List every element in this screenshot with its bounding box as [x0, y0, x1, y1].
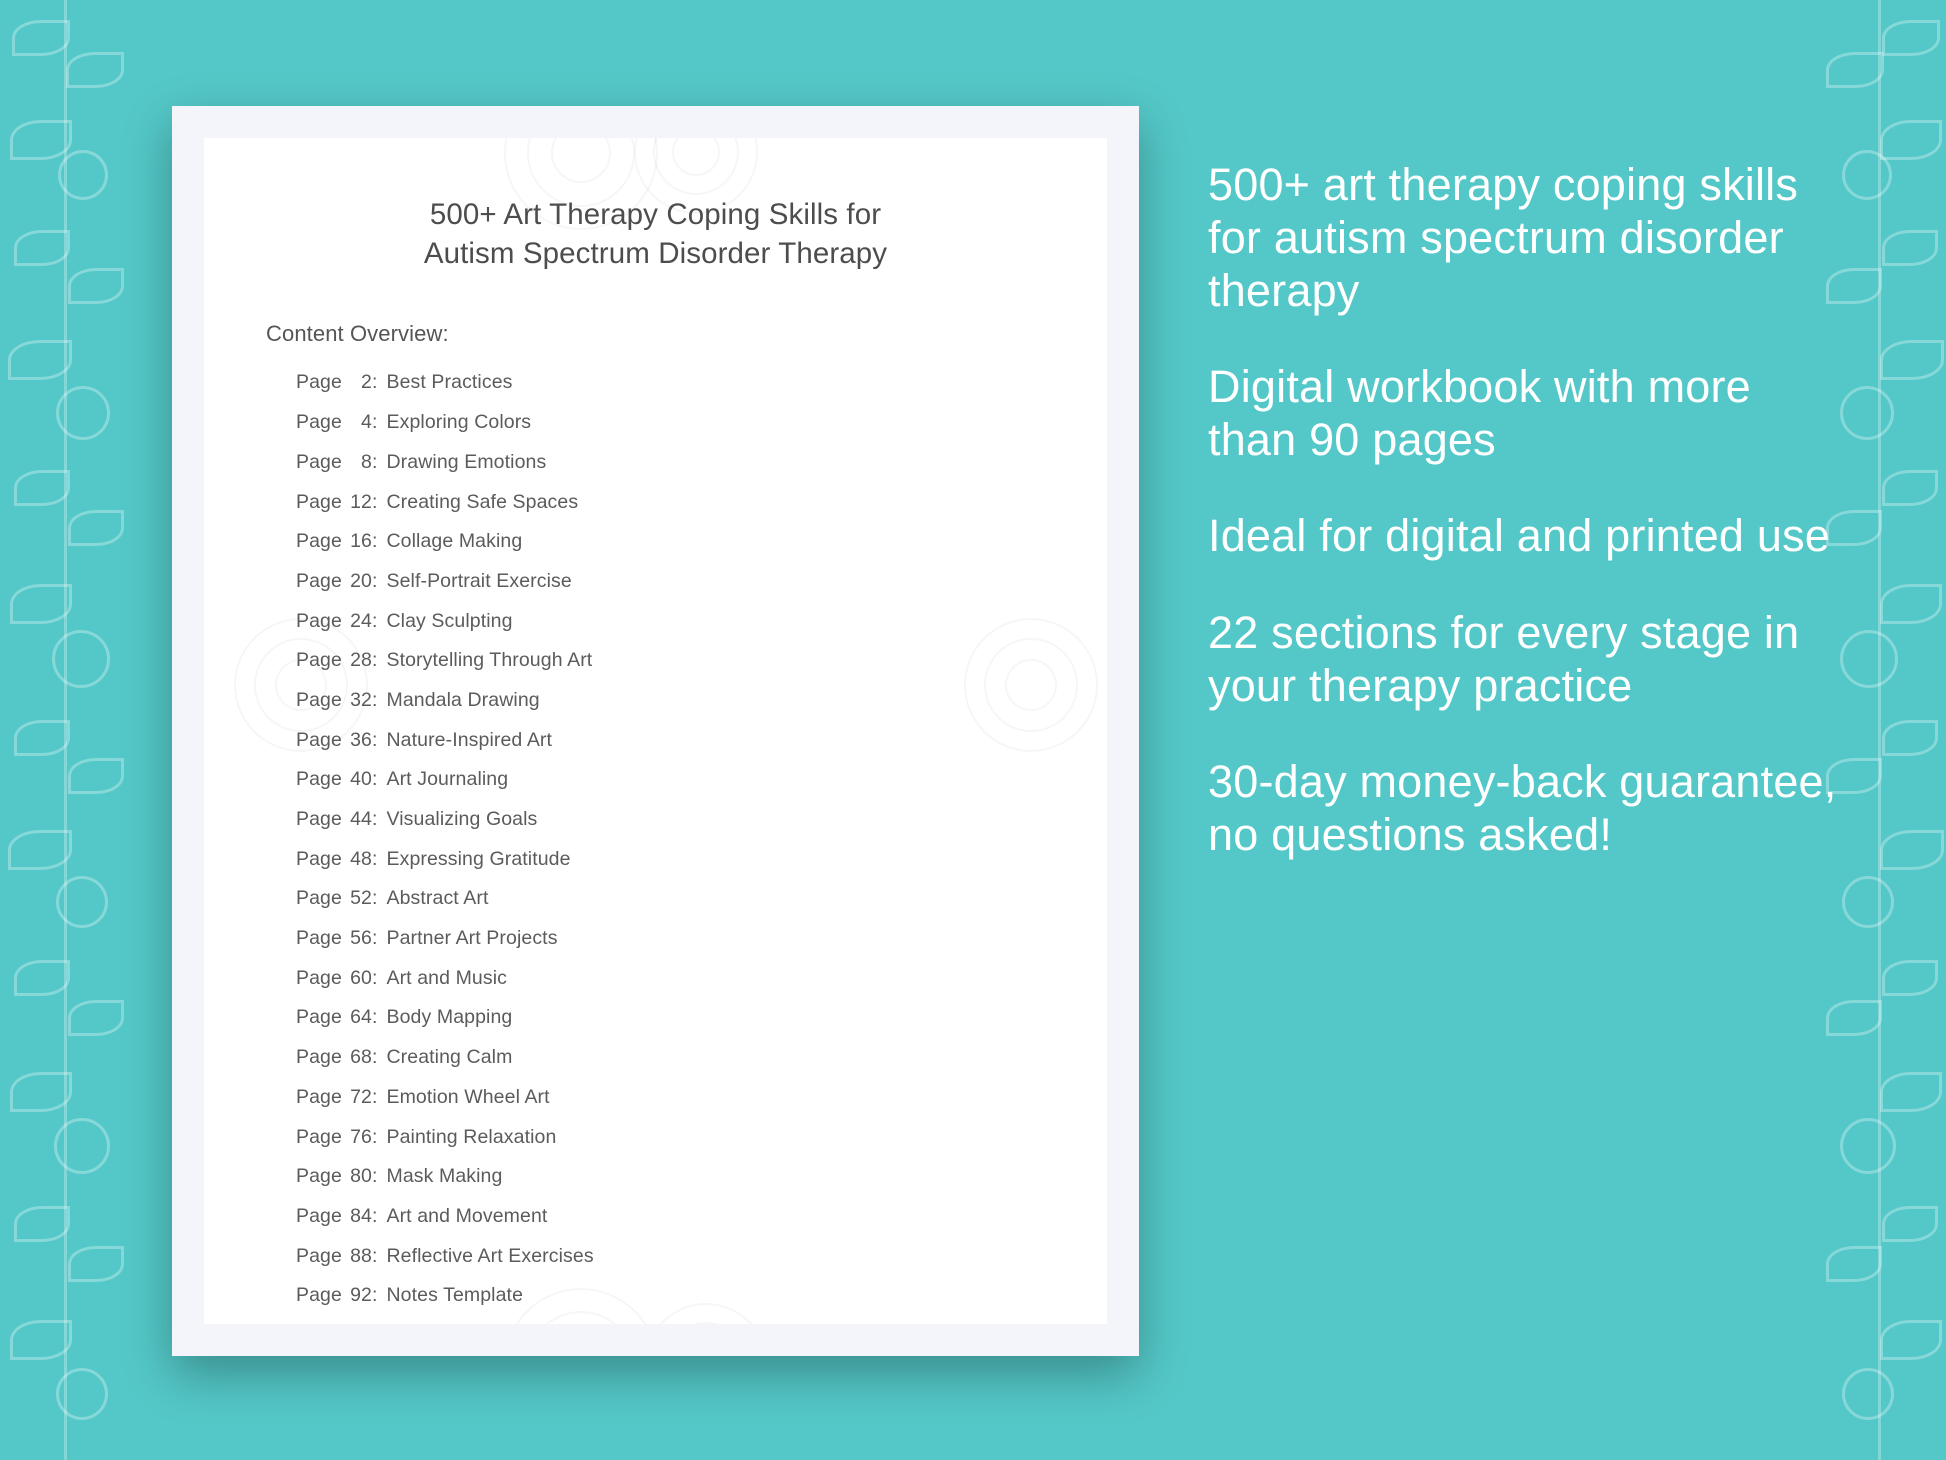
decorative-botanical-band-left: [0, 0, 150, 1460]
toc-entry: [296, 847, 1107, 870]
toc-separator: :: [371, 649, 378, 672]
toc-topic: Nature-Inspired Art: [386, 728, 553, 751]
toc-topic: Mask Making: [386, 1165, 503, 1188]
toc-page-word: Page: [296, 649, 342, 672]
blossom-shape: [58, 150, 108, 200]
toc-page-number: 88: [350, 1244, 372, 1267]
toc-page-number: 16: [350, 530, 372, 553]
toc-page-number: 36: [350, 728, 372, 751]
blossom-shape: [54, 1118, 110, 1174]
toc-separator: :: [371, 728, 378, 751]
leaf-shape: [14, 1206, 70, 1242]
toc-page-word: Page: [296, 728, 342, 751]
toc-topic: Expressing Gratitude: [386, 847, 571, 870]
toc-page-number: 68: [350, 1046, 372, 1069]
toc-separator: :: [371, 411, 378, 434]
toc-page-word: Page: [296, 1204, 342, 1227]
leaf-shape: [12, 20, 70, 56]
toc-page-word: Page: [296, 450, 342, 473]
leaf-shape: [1882, 720, 1938, 756]
toc-page-word: Page: [296, 1165, 342, 1188]
toc-entry: [296, 966, 1107, 989]
toc-page-word: Page: [296, 887, 342, 910]
toc-page-word: Page: [296, 609, 342, 632]
toc-separator: :: [371, 1244, 378, 1267]
toc-page-word: Page: [296, 530, 342, 553]
toc-page-word: Page: [296, 1085, 342, 1108]
toc-page-word: Page: [296, 688, 342, 711]
toc-topic: Partner Art Projects: [386, 927, 558, 950]
toc-separator: :: [371, 1284, 378, 1307]
toc-page-number: 84: [350, 1204, 372, 1227]
toc-entry: [296, 688, 1107, 711]
toc-topic: Notes Template: [386, 1284, 524, 1307]
toc-entry: [296, 1286, 1107, 1306]
toc-page-word: Page: [296, 371, 342, 394]
vine-stem: [1878, 0, 1881, 1460]
mandala-watermark: [644, 1303, 768, 1324]
document-preview-card: [172, 106, 1139, 1356]
leaf-shape: [1882, 1206, 1938, 1242]
toc-topic: Abstract Art: [386, 887, 489, 910]
toc-separator: :: [371, 1006, 378, 1029]
toc-separator: :: [371, 927, 378, 950]
leaf-shape: [68, 758, 124, 794]
toc-separator: :: [371, 371, 378, 394]
toc-separator: :: [371, 609, 378, 632]
toc-separator: :: [371, 530, 378, 553]
leaf-shape: [68, 1000, 124, 1036]
blossom-shape: [52, 630, 110, 688]
blossom-shape: [1840, 630, 1898, 688]
leaf-shape: [8, 830, 72, 870]
leaf-shape: [10, 1072, 72, 1112]
toc-page-number: 4: [361, 411, 372, 434]
document-title: [274, 195, 1037, 273]
toc-separator: :: [371, 768, 378, 791]
leaf-shape: [14, 230, 70, 266]
blossom-shape: [56, 1368, 108, 1420]
toc-entry: [296, 569, 1107, 592]
document-page: [204, 138, 1107, 1324]
toc-topic: Mandala Drawing: [386, 688, 540, 711]
toc-entry: [296, 450, 1107, 473]
toc-page-word: Page: [296, 1125, 342, 1148]
toc-entry: [296, 413, 1107, 433]
toc-entry: [296, 1048, 1107, 1068]
toc-topic: Art and Music: [386, 966, 507, 989]
toc-topic: Emotion Wheel Art: [386, 1085, 550, 1108]
toc-page-word: Page: [296, 411, 342, 434]
leaf-shape: [14, 720, 70, 756]
toc-page-word: Page: [296, 569, 342, 592]
toc-topic: Exploring Colors: [386, 411, 532, 434]
leaf-shape: [1880, 1072, 1942, 1112]
toc-entry: [296, 810, 1107, 830]
toc-page-number: 64: [350, 1006, 372, 1029]
vine-stem: [64, 0, 67, 1460]
leaf-shape: [10, 584, 72, 624]
toc-topic: Reflective Art Exercises: [386, 1244, 594, 1267]
toc-topic: Clay Sculpting: [386, 609, 513, 632]
blossom-shape: [1840, 386, 1894, 440]
toc-separator: :: [371, 847, 378, 870]
toc-page-number: 40: [350, 768, 372, 791]
toc-topic: Painting Relaxation: [386, 1125, 557, 1148]
toc-entry: [296, 490, 1107, 513]
toc-entry: [296, 770, 1107, 790]
toc-separator: :: [371, 1085, 378, 1108]
marketing-copy: [1208, 158, 1848, 861]
toc-page-number: 60: [350, 966, 372, 989]
table-of-contents: [296, 373, 1107, 1305]
toc-page-number: 48: [350, 847, 372, 870]
toc-page-word: Page: [296, 1284, 342, 1307]
blossom-shape: [1842, 1368, 1894, 1420]
toc-page-number: 28: [350, 649, 372, 672]
toc-topic: Storytelling Through Art: [386, 649, 593, 672]
toc-page-word: Page: [296, 768, 342, 791]
leaf-shape: [68, 510, 124, 546]
toc-topic: Body Mapping: [386, 1006, 513, 1029]
leaf-shape: [1882, 230, 1938, 266]
toc-separator: :: [371, 1204, 378, 1227]
toc-page-number: 32: [350, 688, 372, 711]
blossom-shape: [1842, 150, 1892, 200]
toc-topic: Creating Safe Spaces: [386, 490, 579, 513]
toc-page-number: 20: [350, 569, 372, 592]
toc-topic: Collage Making: [386, 530, 523, 553]
toc-separator: :: [371, 966, 378, 989]
toc-topic: Art Journaling: [386, 768, 509, 791]
document-title-line-1: 500+ Art Therapy Coping Skills for: [429, 198, 882, 231]
toc-entry: [296, 1125, 1107, 1148]
toc-topic: Best Practices: [386, 371, 513, 394]
toc-entry: [296, 1085, 1107, 1108]
leaf-shape: [1880, 1320, 1942, 1360]
toc-page-number: 52: [350, 887, 372, 910]
toc-page-number: 76: [350, 1125, 372, 1148]
leaf-shape: [1826, 1000, 1882, 1036]
toc-separator: :: [371, 569, 378, 592]
toc-topic: Drawing Emotions: [386, 450, 547, 473]
leaf-shape: [10, 120, 72, 160]
document-title-line-2: Autism Spectrum Disorder Therapy: [423, 237, 888, 271]
toc-separator: :: [371, 490, 378, 513]
toc-separator: :: [371, 1125, 378, 1148]
toc-page-word: Page: [296, 808, 342, 831]
toc-separator: :: [371, 1046, 378, 1069]
toc-entry: [296, 1008, 1107, 1028]
toc-entry: [296, 889, 1107, 909]
leaf-shape: [1826, 52, 1884, 88]
leaf-shape: [68, 1246, 124, 1282]
toc-page-number: 92: [350, 1284, 372, 1307]
leaf-shape: [14, 960, 70, 996]
leaf-shape: [10, 1320, 72, 1360]
toc-topic: Self-Portrait Exercise: [386, 569, 572, 592]
blossom-shape: [1842, 876, 1894, 928]
blossom-shape: [1840, 1118, 1896, 1174]
leaf-shape: [68, 268, 124, 304]
blossom-shape: [56, 876, 108, 928]
toc-page-word: Page: [296, 847, 342, 870]
toc-page-number: 24: [350, 609, 372, 632]
marketing-copy-block: Digital workbook with more than 90 pages: [1208, 361, 1751, 466]
leaf-shape: [1880, 340, 1944, 380]
toc-page-number: 44: [350, 808, 372, 831]
toc-page-number: 80: [350, 1165, 372, 1188]
toc-page-word: Page: [296, 1006, 342, 1029]
toc-page-number: 56: [350, 927, 372, 950]
marketing-copy-block: 500+ art therapy coping skills for autism spectrum disorder therapy: [1208, 159, 1799, 317]
leaf-shape: [8, 340, 72, 380]
leaf-shape: [1880, 584, 1942, 624]
toc-separator: :: [371, 688, 378, 711]
toc-page-number: 12: [350, 490, 372, 513]
leaf-shape: [1880, 120, 1942, 160]
toc-page-number: 8: [361, 450, 372, 473]
toc-entry: [296, 929, 1107, 949]
leaf-shape: [1826, 1246, 1882, 1282]
toc-entry: [296, 1244, 1107, 1267]
content-overview-label: Content Overview:: [266, 321, 449, 347]
toc-page-word: Page: [296, 966, 342, 989]
toc-entry: [296, 1204, 1107, 1227]
toc-separator: :: [371, 808, 378, 831]
leaf-shape: [1882, 960, 1938, 996]
toc-separator: :: [371, 450, 378, 473]
marketing-copy-block: 22 sections for every stage in your therapy practice: [1208, 606, 1800, 711]
leaf-shape: [14, 470, 70, 506]
toc-page-number: 2: [361, 371, 372, 394]
toc-page-word: Page: [296, 1046, 342, 1069]
toc-entry: [296, 609, 1107, 632]
marketing-copy-block: 30-day money-back guarantee, no questions asked!: [1208, 755, 1837, 860]
marketing-copy-block: Ideal for digital and printed use: [1208, 510, 1831, 562]
toc-page-number: 72: [350, 1085, 372, 1108]
leaf-shape: [66, 52, 124, 88]
toc-separator: :: [371, 887, 378, 910]
toc-separator: :: [371, 1165, 378, 1188]
toc-page-word: Page: [296, 1244, 342, 1267]
toc-page-word: Page: [296, 927, 342, 950]
toc-entry: [296, 651, 1107, 671]
toc-entry: [296, 532, 1107, 552]
toc-entry: [296, 728, 1107, 751]
leaf-shape: [1880, 830, 1944, 870]
toc-topic: Visualizing Goals: [386, 808, 538, 831]
toc-topic: Creating Calm: [386, 1046, 513, 1069]
blossom-shape: [56, 386, 110, 440]
toc-entry: [296, 373, 1107, 393]
toc-topic: Art and Movement: [386, 1204, 548, 1227]
toc-page-word: Page: [296, 490, 342, 513]
toc-entry: [296, 1167, 1107, 1187]
leaf-shape: [1882, 20, 1940, 56]
leaf-shape: [1882, 470, 1938, 506]
